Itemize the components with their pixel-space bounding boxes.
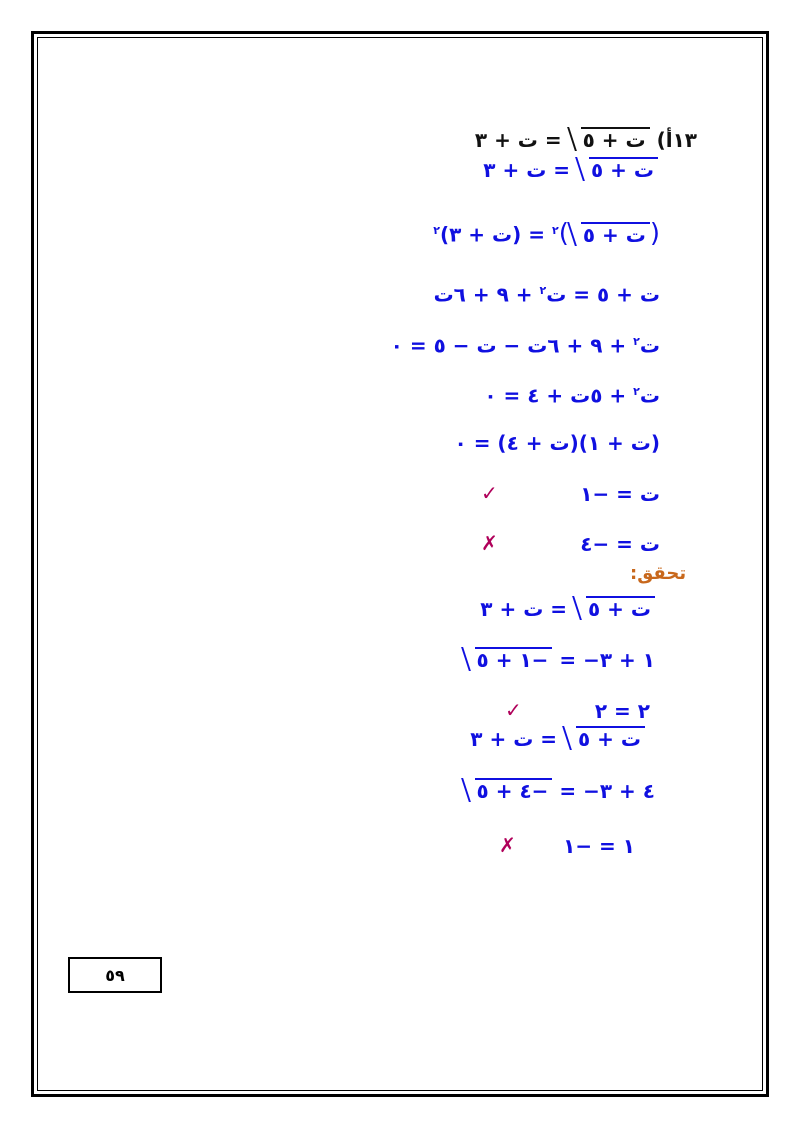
sqrt-expression <box>589 157 658 181</box>
exponent: ٢ <box>551 224 559 237</box>
verify-label: تحقق: <box>630 563 687 584</box>
sqrt-expression <box>581 127 650 151</box>
sqrt-expression <box>475 778 553 802</box>
verify-rhs: = ت + ٣ <box>470 727 558 751</box>
step-text: (ت + ١)(ت + ٤) = ٠ <box>454 431 660 455</box>
verify-line-3 <box>595 698 650 724</box>
cross-mark-icon: ✗ <box>499 833 516 857</box>
sqrt-expression <box>586 596 655 620</box>
step-rhs: = (ت + ٣) <box>439 222 545 247</box>
check-mark-icon: ✓ <box>505 698 522 722</box>
open-paren: ( <box>649 218 660 249</box>
page-number: ٥٩ <box>105 965 125 985</box>
step-6 <box>455 430 660 456</box>
verify-text: ١ = −١ <box>563 834 635 858</box>
exponent: ٢ <box>633 335 640 348</box>
step-2 <box>433 218 660 248</box>
verify-line-6 <box>563 833 635 859</box>
radicand: ت + ٥ <box>588 597 651 621</box>
page-number-box <box>68 957 162 993</box>
sqrt-expression <box>581 222 650 246</box>
step-text: ت = −١ <box>580 482 660 506</box>
step-1 <box>483 157 658 183</box>
radicand: ت + ٥ <box>582 128 646 152</box>
verify-line-4 <box>470 726 645 752</box>
step-4 <box>391 329 660 359</box>
step-7 <box>580 481 660 507</box>
step-tail: + ٥ت + ٤ = ٠ <box>484 383 627 408</box>
step-text: ت <box>639 383 660 408</box>
step-3 <box>434 278 660 308</box>
verify-line-5 <box>463 778 655 804</box>
problem-statement <box>475 127 697 153</box>
problem-number: ١٣أ) <box>656 128 697 152</box>
verify-text: ٢ = ٢ <box>594 699 650 723</box>
verify-rhs: = ت + ٣ <box>480 597 568 621</box>
step-5 <box>484 379 660 409</box>
step-tail: + ٩ + ٦ت <box>433 282 533 307</box>
radicand: −١ + ٥ <box>476 648 549 672</box>
statement-rhs: = ت + ٣ <box>474 128 562 152</box>
sqrt-expression <box>576 726 645 750</box>
sqrt-expression <box>475 647 553 671</box>
exponent: ٢ <box>539 284 547 297</box>
radicand: −٤ + ٥ <box>476 779 549 803</box>
step-text: ت <box>639 333 660 358</box>
step-tail: + ٩ + ٦ت − ت − ٥ = ٠ <box>390 333 627 358</box>
exponent: ٢ <box>433 224 440 237</box>
verify-line-1 <box>480 596 655 622</box>
verify-line-2 <box>463 647 655 673</box>
step-8 <box>580 531 660 557</box>
step-text: ت + ٥ = ت <box>546 282 660 307</box>
step-rhs: = ت + ٣ <box>483 158 571 182</box>
close-paren: ) <box>558 218 569 249</box>
radicand: ت + ٥ <box>582 222 646 247</box>
cross-mark-icon: ✗ <box>481 531 498 555</box>
check-mark-icon: ✓ <box>481 481 498 505</box>
radicand: ت + ٥ <box>578 727 641 751</box>
step-text: ت = −٤ <box>580 532 660 556</box>
verify-rhs: = −١ + ٣ <box>559 648 655 672</box>
radicand: ت + ٥ <box>591 158 654 182</box>
exponent: ٢ <box>633 385 640 398</box>
verify-rhs: = −٤ + ٣ <box>559 779 655 803</box>
